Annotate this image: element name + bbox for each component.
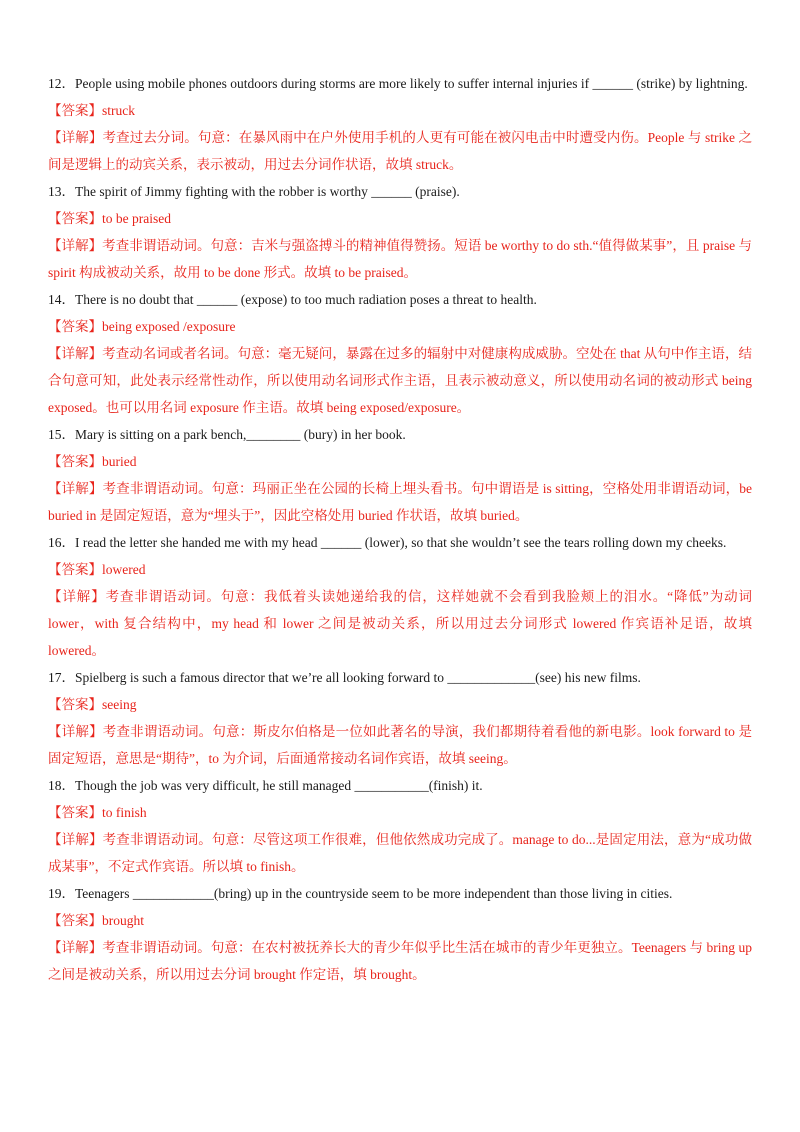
question-block <box>48 421 752 529</box>
answer-text: seeing <box>102 697 137 712</box>
answer-tag: 【答案】 <box>48 562 102 577</box>
question-block <box>48 529 752 664</box>
answer-line <box>48 691 752 718</box>
question-stem: 12．People using mobile phones outdoors during storms are more likely to suffer internal injuries if ______ (strike) by lightning. <box>48 76 748 91</box>
answer-tag: 【答案】 <box>48 697 102 712</box>
detail-text: 考查非谓语动词。句意：在农村被抚养长大的青少年似乎比生活在城市的青少年更独立。Teenagers 与 bring up 之间是被动关系，所以用过去分词 brought 作定语，填 brought。 <box>48 940 752 982</box>
document-page <box>48 70 752 988</box>
question-block <box>48 880 752 988</box>
detail-line <box>48 475 752 529</box>
answer-text: brought <box>102 913 144 928</box>
detail-tag: 【详解】 <box>48 238 103 253</box>
answer-tag: 【答案】 <box>48 211 102 226</box>
answer-tag: 【答案】 <box>48 319 102 334</box>
detail-text: 考查非谓语动词。句意：斯皮尔伯格是一位如此著名的导演，我们都期待着看他的新电影。look forward to 是固定短语，意思是“期待”，to 为介词，后面通常接动名词作宾语，故填 seeing。 <box>48 724 752 766</box>
detail-line <box>48 826 752 880</box>
detail-text: 考查非谓语动词。句意：尽管这项工作很难，但他依然成功完成了。manage to do...是固定用法，意为“成功做成某事”，不定式作宾语。所以填 to finish。 <box>48 832 753 874</box>
answer-text: to finish <box>102 805 147 820</box>
detail-line <box>48 718 752 772</box>
detail-tag: 【详解】 <box>48 724 103 739</box>
detail-line <box>48 583 752 664</box>
answer-text: to be praised <box>102 211 171 226</box>
question-stem: 19．Teenagers ____________(bring) up in the countryside seem to be more independent than those living in cities. <box>48 886 673 901</box>
detail-text: 考查非谓语动词。句意：玛丽正坐在公园的长椅上埋头看书。句中谓语是 is sitting，空格处用非谓语动词，be buried in 是固定短语，意为“埋头于”，因此空格处用 buried 作状语，故填 buried。 <box>48 481 753 523</box>
detail-text: 考查过去分词。句意：在暴风雨中在户外使用手机的人更有可能在被闪电击中时遭受内伤。People 与 strike 之间是逻辑上的动宾关系，表示被动，用过去分词作状语，故填 struck。 <box>48 130 753 172</box>
answer-line <box>48 313 752 340</box>
detail-tag: 【详解】 <box>48 130 103 145</box>
answer-line <box>48 448 752 475</box>
detail-text: 考查非谓语动词。句意：吉米与强盗搏斗的精神值得赞扬。短语 be worthy to do sth.“值得做某事”，且 praise 与 spirit 构成被动关系，故用 to be done 形式。故填 to be praised。 <box>48 238 752 280</box>
question-block <box>48 772 752 880</box>
answer-text: struck <box>102 103 135 118</box>
detail-tag: 【详解】 <box>48 481 103 496</box>
answer-line <box>48 556 752 583</box>
question-block <box>48 70 752 178</box>
detail-line <box>48 340 752 421</box>
answer-text: buried <box>102 454 137 469</box>
answer-line <box>48 907 752 934</box>
answer-tag: 【答案】 <box>48 454 102 469</box>
question-stem: 17．Spielberg is such a famous director that we’re all looking forward to _____________(see) his new films. <box>48 670 641 685</box>
answer-tag: 【答案】 <box>48 805 102 820</box>
detail-line <box>48 934 752 988</box>
question-block <box>48 664 752 772</box>
question-stem: 18．Though the job was very difficult, he still managed ___________(finish) it. <box>48 778 483 793</box>
question-stem: 15．Mary is sitting on a park bench,________ (bury) in her book. <box>48 427 406 442</box>
answer-text: lowered <box>102 562 146 577</box>
question-block <box>48 286 752 421</box>
answer-tag: 【答案】 <box>48 103 102 118</box>
detail-line <box>48 232 752 286</box>
question-stem: 13．The spirit of Jimmy fighting with the robber is worthy ______ (praise). <box>48 184 460 199</box>
detail-line <box>48 124 752 178</box>
answer-text: being exposed /exposure <box>102 319 236 334</box>
question-stem: 16．I read the letter she handed me with my head ______ (lower), so that she wouldn’t see the tears rolling down my cheeks. <box>48 535 727 550</box>
answer-line <box>48 799 752 826</box>
detail-tag: 【详解】 <box>48 832 103 847</box>
question-block <box>48 178 752 286</box>
detail-text: 考查动名词或者名词。句意：毫无疑问，暴露在过多的辐射中对健康构成威胁。空处在 that 从句中作主语，结合句意可知，此处表示经常性动作，所以使用动名词形式作主语，且表示被动意义，所以使用动名词的被动形式 being exposed。也可以用名词 exposure 作主语。故填 being exposed/exposure。 <box>48 346 753 415</box>
detail-tag: 【详解】 <box>48 589 106 604</box>
detail-text: 考查非谓语动词。句意：我低着头读她递给我的信，这样她就不会看到我脸颊上的泪水。“降低”为动词 lower，with 复合结构中，my head 和 lower 之间是被动关系，所以用过去分词形式 lowered 作宾语补足语，故填 lowered。 <box>48 589 752 658</box>
answer-tag: 【答案】 <box>48 913 102 928</box>
question-stem: 14．There is no doubt that ______ (expose) to too much radiation poses a threat to health. <box>48 292 537 307</box>
answer-line <box>48 205 752 232</box>
answer-line <box>48 97 752 124</box>
detail-tag: 【详解】 <box>48 940 103 955</box>
detail-tag: 【详解】 <box>48 346 103 361</box>
